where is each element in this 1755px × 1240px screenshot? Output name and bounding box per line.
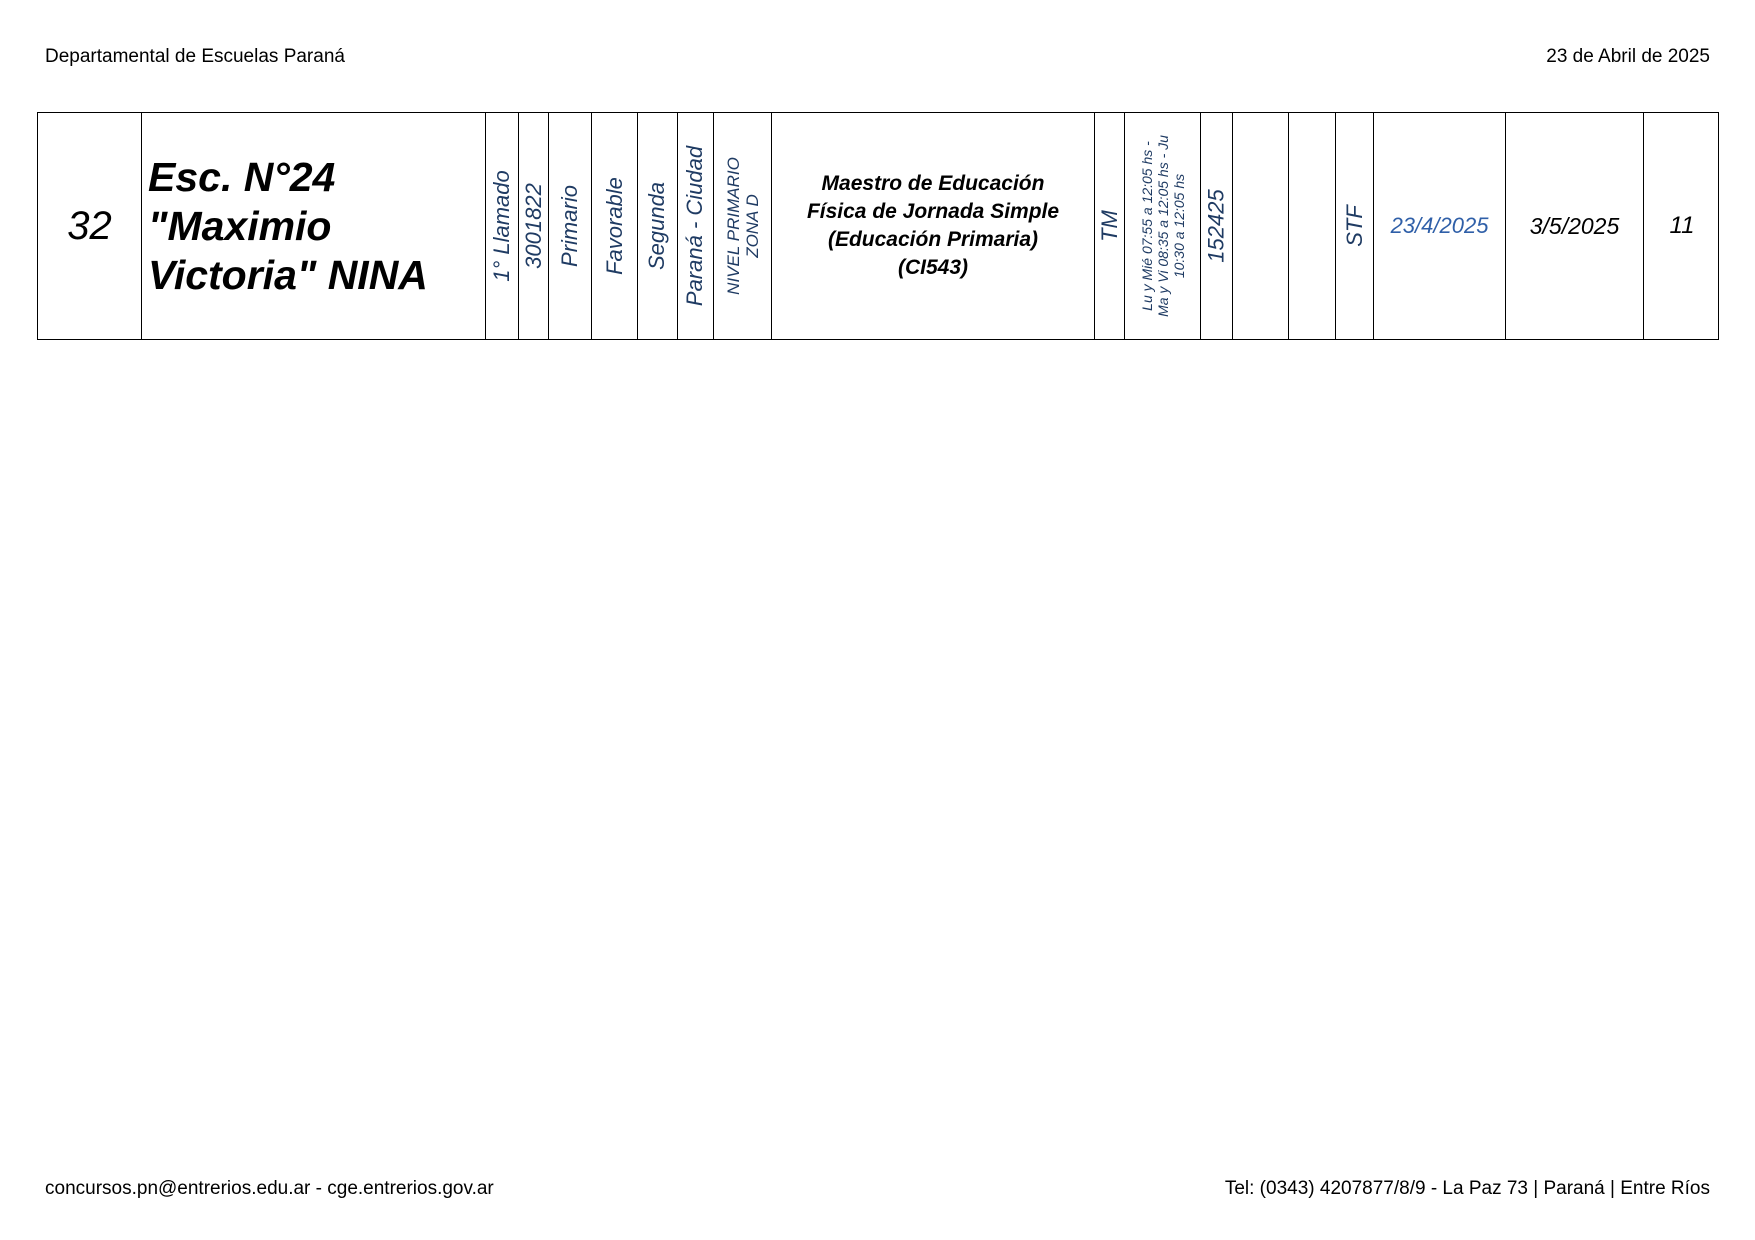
cell-schedule: [1125, 113, 1201, 339]
cell-count: [1644, 113, 1720, 339]
cell-condition: [1336, 113, 1374, 339]
footer-address: Tel: (0343) 4207877/8/9 - La Paz 73 | Paraná | Entre Ríos: [1224, 1178, 1710, 1199]
cell-row-number: [38, 113, 142, 339]
cell-id-number: [1201, 113, 1233, 339]
date-end: 3/5/2025: [1529, 212, 1620, 239]
schedule-line-3: 10:30 a 12:05 hs: [1170, 173, 1187, 279]
zone-text: [724, 157, 762, 295]
condition-text: STF: [1341, 205, 1367, 247]
cell-zone: [714, 113, 772, 339]
cell-status: [592, 113, 638, 339]
schedule-text: [1139, 135, 1187, 317]
cell-date-start: [1374, 113, 1506, 339]
count-value: 11: [1669, 212, 1695, 239]
cell-code: [519, 113, 549, 339]
zone-line-1: NIVEL PRIMARIO: [723, 157, 743, 295]
status-text: Favorable: [601, 177, 627, 275]
cell-empty-2: [1289, 113, 1336, 339]
cell-date-end: [1506, 113, 1644, 339]
cell-llamado: [486, 113, 519, 339]
location-text: Paraná - Ciudad: [682, 145, 708, 307]
cell-location: [678, 113, 714, 339]
schedule-line-2: Ma y Vi 08:35 a 12:05 hs - Ju: [1154, 135, 1171, 317]
zone-line-2: ZONA D: [742, 194, 762, 258]
date-start: 23/4/2025: [1390, 213, 1489, 238]
id-number-text: 152425: [1203, 189, 1229, 263]
listing-table-row: [37, 112, 1719, 340]
code-text: 3001822: [520, 183, 546, 269]
footer-contact-links: concursos.pn@entrerios.edu.ar - cge.entrerios.gov.ar: [45, 1178, 494, 1199]
row-number: 32: [67, 203, 112, 248]
schedule-line-1: Lu y Mié 07:55 a 12:05 hs -: [1138, 141, 1155, 311]
llamado-text: 1° Llamado: [489, 170, 515, 282]
level-text: Primario: [557, 185, 582, 267]
cell-category: [638, 113, 678, 339]
header-date: 23 de Abril de 2025: [1546, 46, 1710, 67]
category-text: Segunda: [644, 181, 670, 271]
school-name: Esc. N°24 "Maximio Victoria" NINA: [142, 113, 486, 339]
cell-empty-1: [1233, 113, 1289, 339]
header-department: Departamental de Escuelas Paraná: [45, 46, 345, 67]
shift-text: TM: [1096, 210, 1122, 242]
cell-shift: [1095, 113, 1125, 339]
cell-level: [549, 113, 592, 339]
cargo-description: Maestro de Educación Física de Jornada Simple (Educación Primaria) (CI543): [772, 113, 1095, 339]
